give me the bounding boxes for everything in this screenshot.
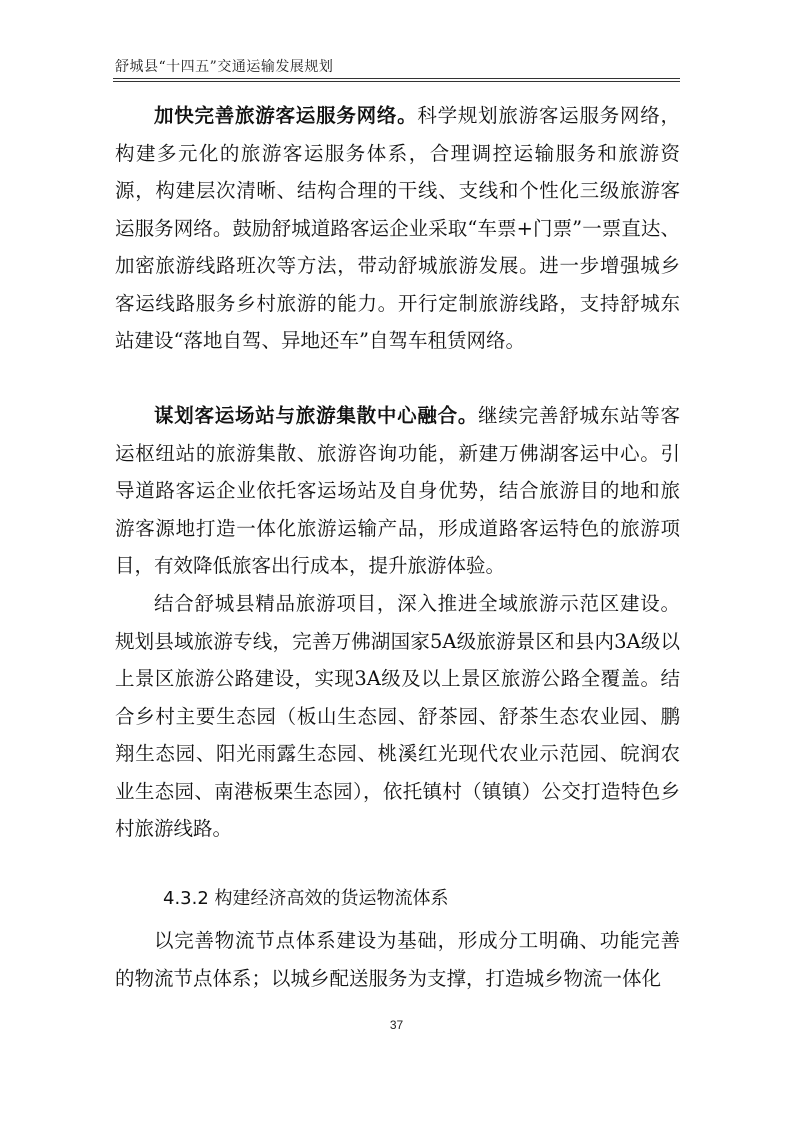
paragraph-text: 以完善物流节点体系建设为基础，形成分工明确、功能完善的物流节点体系；以城乡配送服务为支撑，打造城乡物流一体化 [115,929,680,990]
paragraph-station-integration [115,397,680,585]
running-header-title: 舒城县“十四五”交通运输发展规划 [115,59,334,75]
paragraph-tourism-passenger-network [115,97,680,360]
header-rule [113,78,680,79]
page-number: 37 [389,1018,404,1032]
paragraph-lead: 谋划客运场站与旅游集散中心融合。 [154,404,479,427]
paragraph-freight-logistics [115,922,680,997]
section-heading: 4.3.2 构建经济高效的货运物流体系 [163,888,449,909]
paragraph-text: 继续完善舒城东站等客运枢纽站的旅游集散、旅游咨询功能，新建万佛湖客运中心。引导道路客运企业依托客运场站及自身优势，结合旅游目的地和旅游客源地打造一体化旅游运输产品，形成道路客运特色的旅游项目，有效降低旅客出行成本，提升旅游体验。 [115,404,680,577]
paragraph-text: 科学规划旅游客运服务网络，构建多元化的旅游客运服务体系，合理调控运输服务和旅游资源，构建层次清晰、结构合理的干线、支线和个性化三级旅游客运服务网络。鼓励舒城道路客运企业采取“车票+门票”一票直达、加密旅游线路班次等方法，带动舒城旅游发展。进一步增强城乡客运线路服务乡村旅游的能力。开行定制旅游线路，支持舒城东站建设“落地自驾、异地还车”自驾车租赁网络。 [115,104,680,352]
paragraph-lead: 加快完善旅游客运服务网络。 [154,104,418,127]
paragraph-text: 结合舒城县精品旅游项目，深入推进全域旅游示范区建设。规划县域旅游专线，完善万佛湖国家5A级旅游景区和县内3A级以上景区旅游公路建设，实现3A级及以上景区旅游公路全覆盖。结合乡村主要生态园（板山生态园、舒茶园、舒茶生态农业园、鹏翔生态园、阳光雨露生态园、桃溪红光现代农业示范园、皖润农业生态园、南港板栗生态园），依托镇村（镇镇）公交打造特色乡村旅游线路。 [115,592,680,840]
header-rule-secondary [113,81,680,82]
paragraph-scenic-roads [115,585,680,848]
